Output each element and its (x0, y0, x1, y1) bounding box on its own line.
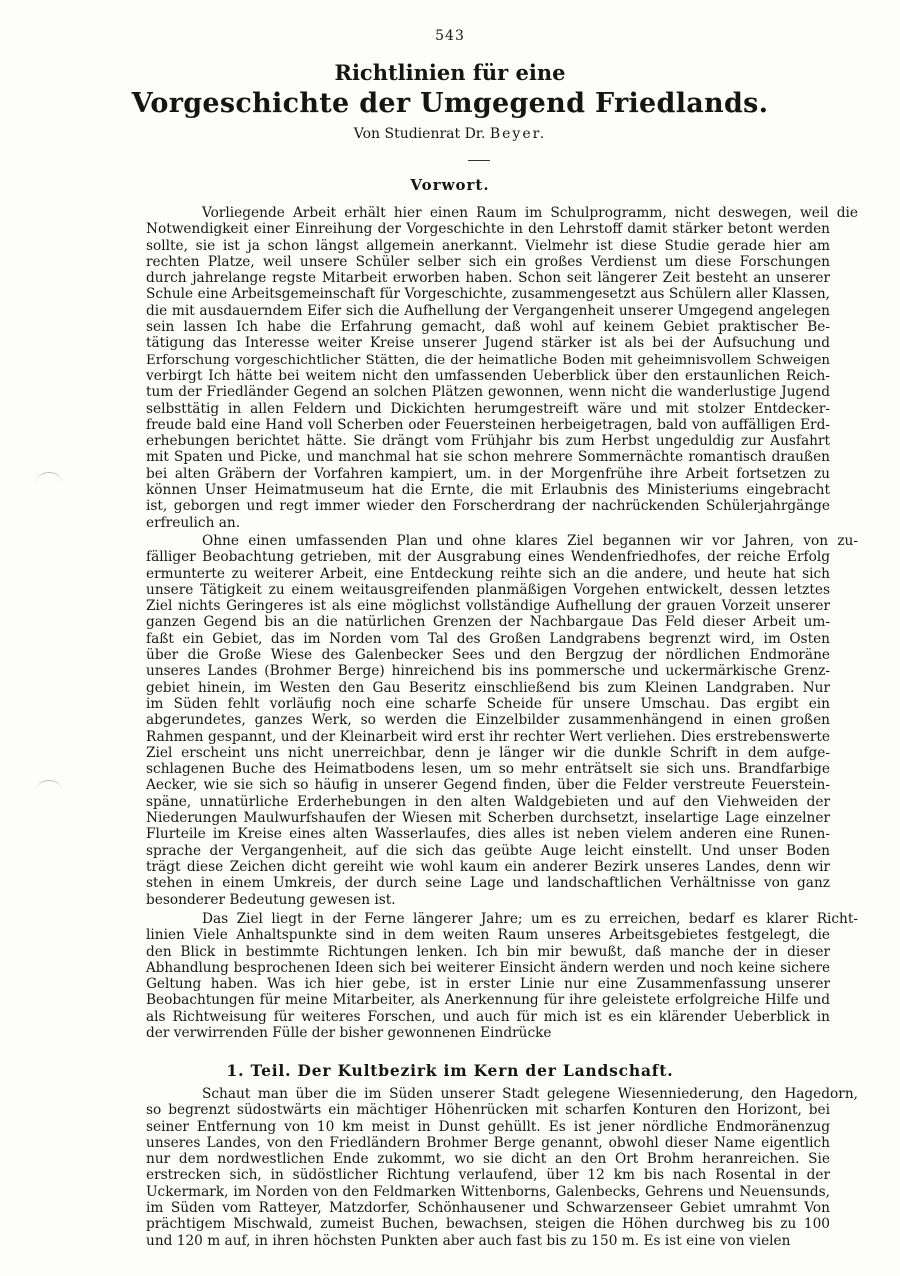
text-line (146, 859, 830, 875)
text-line-content: den Blick in bestimmte Richtungen lenken. Ich bin mir bewußt, daß manche der in dieser (146, 943, 830, 960)
text-line-content: selbsttätig in allen Feldern und Dickichten herumgestreift wäre und mit stolzer Entdecker- (146, 400, 830, 417)
text-line (146, 729, 830, 745)
text-line-content: Niederungen Maulwurfshaufen der Wiesen mit Scherben durchsetzt, inselartige Lage einzelner (146, 810, 830, 827)
text-line-content: erhebungen berichtet hätte. Sie drängt vom Frühjahr bis zum Herbst ungeduldig zur Ausfahrt (146, 433, 830, 450)
text-line-content: Uckermark, im Norden von den Feldmarken Wittenborns, Galenbecks, Gehrens und Neuensunds, (146, 1183, 830, 1200)
title-divider (468, 160, 490, 161)
text-line-content: über die Große Wiese des Galenbecker Sees und den Bergzug der nördlichen Endmoräne (146, 647, 830, 664)
text-line (146, 549, 830, 565)
paragraph-1 (146, 205, 858, 531)
text-line-content: Schule eine Arbeitsgemeinschaft für Vorgeschichte, zusammengesetzt aus Schülern aller Klassen, (146, 286, 830, 303)
text-line (146, 892, 830, 908)
text-line-content: späne, unnatürliche Erderhebungen in den alten Waldgebieten und auf den Viehweiden der (146, 793, 830, 810)
text-line-content: nur dem nordwestlichen Ende zukommt, wo sie dicht an den Ort Brohm heranreichen. Sie (146, 1151, 830, 1168)
text-line (146, 1102, 830, 1118)
text-line (146, 498, 830, 514)
text-line-content: Beobachtungen für meine Mitarbeiter, als Anerkennung für ihre geleistete erfolgreiche Hilfe und (146, 992, 830, 1009)
text-line (146, 286, 830, 302)
text-line (146, 992, 830, 1008)
text-line-content: Geltung haben. Was ich hier gebe, ist in erster Linie nur eine Zusammenfassung unserer (146, 976, 830, 993)
text-line-content: tätigung das Interesse weiter Kreise unserer Jugend stärker ist als bei der Aufsuchung und (146, 335, 830, 352)
text-line-content: der verwirrenden Fülle der bisher gewonnenen Eindrücke (146, 1025, 552, 1042)
text-line (146, 566, 830, 582)
text-line-content: bei alten Gräbern der Vorfahren kampiert, um. in der Morgenfrühe ihre Arbeit fortsetzen zu (146, 465, 830, 482)
text-line (146, 368, 830, 384)
text-line (146, 1086, 858, 1102)
text-line-content: linien Viele Anhaltspunkte sind in dem weiten Raum unseres Arbeitsgebietes festgelegt, die (146, 927, 830, 944)
text-line-content: können Unser Heimatmuseum hat die Ernte, die mit Erlaubnis des Ministeriums eingebracht (146, 482, 830, 499)
text-line-content: sprache der Vergangenheit, auf die sich das geübte Auge leicht einstellt. Und unser Boden (146, 842, 830, 859)
text-line (146, 466, 830, 482)
text-line (146, 1216, 830, 1232)
text-line (146, 401, 830, 417)
text-line-content: rechten Platze, weil unsere Schüler selber sich ein großes Verdienst um diese Forschungen (146, 253, 830, 270)
text-line (146, 712, 830, 728)
text-line (146, 1167, 830, 1183)
byline-prefix: Von Studienrat Dr. (353, 126, 486, 142)
text-line (146, 794, 830, 810)
margin-mark (36, 780, 62, 801)
text-line (146, 270, 830, 286)
text-line-content: Ohne einen umfassenden Plan und ohne klares Ziel begannen wir vor Jahren, von zu- (202, 533, 858, 549)
text-line-content: Aecker, wie sie sich so häufig in unserer Gegend finden, über die Felder verstreute Feuerstein- (146, 777, 830, 794)
text-line-content: ermunterte zu weiterer Arbeit, eine Entdeckung reihte sich an die andere, und heute hat sich (146, 565, 830, 582)
text-line (146, 927, 830, 943)
text-line-content: im Süden vom Ratteyer, Matzdorfer, Schönhausener und Schwarzenseer Gebiet umrahmt Von (146, 1200, 830, 1217)
text-line-content: faßt ein Gebiet, das im Norden vom Tal des Großen Landgrabens begrenzt wird, im Osten (146, 630, 830, 647)
text-line (146, 417, 830, 433)
text-line-content: freude bald eine Hand voll Scherben oder Feuersteinen herbeigetragen, bald von auffälligen Erd- (146, 416, 830, 433)
paragraph-3 (146, 911, 858, 1042)
text-line-content: unseres Landes, von den Friedländern Brohmer Berge genannt, obwohl dieser Name eigentlich (146, 1134, 830, 1151)
text-line-content: stehen in einem Umkreis, der durch seine Lage und landschaftlichen Verhältnisse von ganz (146, 875, 830, 892)
text-line-content: Erforschung vorgeschichtlicher Stätten, die der heimatliche Boden mit geheimnisvollem Schweigen (146, 352, 830, 368)
text-line (146, 614, 830, 630)
text-line-content: ist, geborgen und regt immer wieder den Forscherdrang der nachrückenden Schülerjahrgänge (146, 498, 830, 515)
text-line-content: so begrenzt südostwärts ein mächtiger Höhenrücken mit scharfen Konturen den Horizont, bei (146, 1102, 830, 1119)
text-line-content: fälliger Beobachtung getrieben, mit der Ausgrabung eines Wendenfriedhofes, der reiche Erfolg (146, 549, 830, 566)
text-line-content: prächtigem Mischwald, zumeist Buchen, bewachsen, steigen die Höhen durchweg bis zu 100 (146, 1216, 830, 1233)
text-line-content: sein lassen Ich habe die Erfahrung gemacht, daß wohl auf keinem Gebiet praktischer Be- (146, 319, 830, 336)
text-line (146, 976, 830, 992)
text-line (146, 254, 830, 270)
text-line-content: seiner Entfernung von 10 km meist in Dunst gehüllt. Es ist jener nördliche Endmoränenzug (146, 1118, 830, 1135)
text-line-content: Notwendigkeit einer Einreihung der Vorgeschichte in den Lehrstoff damit stärker betont werden (146, 221, 830, 238)
text-line-content: mit Spaten und Picke, und manchmal hat sie schon mehrere Sommernächte romantisch draußen (146, 449, 830, 466)
text-line (146, 875, 830, 891)
text-line (146, 663, 830, 679)
text-line (146, 777, 830, 793)
text-line (146, 745, 830, 761)
text-line (146, 238, 830, 254)
text-line (146, 205, 858, 221)
text-line (146, 319, 830, 335)
text-line (146, 1025, 830, 1041)
text-line (146, 1009, 830, 1025)
text-line-content: Flurteile im Kreise eines alten Wasserlaufes, dies alles ist neben vielem anderen eine Runen- (146, 826, 830, 843)
text-line (146, 810, 830, 826)
text-line (146, 761, 830, 777)
text-line (146, 826, 830, 842)
text-line-content: im Süden fehlt vorläufig noch eine scharfe Scheide für unsere Umschau. Das ergibt ein (146, 695, 830, 712)
text-line (146, 696, 830, 712)
text-line (146, 944, 830, 960)
text-line (146, 303, 830, 319)
text-line-content: und 120 m auf, in ihren höchsten Punkten aber auch fast bis zu 150 m. Es ist eine von vielen (146, 1232, 791, 1249)
text-line-content: sollte, sie ist ja schon längst allgemein anerkannt. Vielmehr ist diese Studie gerade hier am (146, 237, 830, 254)
margin-mark (36, 472, 62, 493)
text-line (146, 1233, 830, 1249)
text-line-content: erstrecken sich, in südöstlicher Richtung verlaufend, über 12 km bis nach Rosental in der (146, 1167, 830, 1184)
text-line (146, 384, 830, 400)
text-line (146, 680, 830, 696)
text-line-content: Schaut man über die im Süden unserer Stadt gelegene Wiesenniederung, den Hagedorn, (202, 1086, 858, 1102)
text-line (146, 1151, 830, 1167)
text-line-content: Ziel erscheint uns nicht unerreichbar, denn je länger wir die dunkle Schrift in dem aufge- (146, 744, 830, 761)
text-line (146, 911, 858, 927)
text-line-content: Das Ziel liegt in der Ferne längerer Jahre; um es zu erreichen, bedarf es klarer Richt- (202, 911, 858, 927)
text-line (146, 631, 830, 647)
text-line (146, 1119, 830, 1135)
text-line-content: Rahmen gespannt, und der Kleinarbeit wird erst ihr rechter Wert verliehen. Dies erstrebenswerte (146, 728, 830, 745)
text-line (146, 1200, 830, 1216)
text-line (146, 352, 830, 368)
text-line (146, 515, 830, 531)
text-line-content: als Richtweisung für weiteres Forschen, und auch für mich ist es ein klärender Ueberblick in (146, 1008, 830, 1025)
byline (0, 126, 900, 142)
text-line-content: abgerundetes, ganzes Werk, so werden die Einzelbilder zusammenhängend in einen großen (146, 712, 830, 729)
text-line-content: trägt diese Zeichen dicht gereiht wie wohl kaum ein anderer Bezirk unseres Landes, denn wir (146, 858, 830, 875)
text-line-content: gebiet hinein, im Westen den Gau Beseritz einschließend bis zum Kleinen Landgraben. Nur (146, 679, 830, 696)
section-heading-teil-1: 1. Teil. Der Kultbezirk im Kern der Landschaft. (226, 1061, 674, 1080)
text-line-content: die mit ausdauerndem Eifer sich die Aufhellung der Vergangenheit unserer Umgegend angelegen (146, 302, 830, 319)
title-line-2: Vorgeschichte der Umgegend Friedlands. (131, 88, 769, 119)
text-line (146, 449, 830, 465)
text-line-content: tum der Friedländer Gegend an solchen Plätzen gewonnen, wenn nicht die wanderlustige Jugend (146, 384, 830, 401)
byline-author: Beyer. (489, 126, 547, 142)
text-line-content: verbirgt Ich hätte bei weitem nicht den umfassenden Ueberblick über den erstaunlichen Reich- (146, 367, 830, 384)
text-line-content: Ziel nichts Geringeres ist als eine möglichst vollständige Aufhellung der grauen Vorzeit unserer (146, 598, 830, 615)
text-line-content: erfreulich an. (146, 514, 241, 531)
page-number: 543 (435, 28, 465, 44)
text-line (146, 582, 830, 598)
text-line (146, 482, 830, 498)
text-line-content: unseres Landes (Brohmer Berge) hinreichend bis ins pommersche und uckermärkische Grenz- (146, 663, 830, 680)
title-line-1: Richtlinien für eine (334, 60, 566, 85)
text-line (146, 843, 830, 859)
text-line (146, 433, 830, 449)
section-heading-vorwort: Vorwort. (410, 176, 490, 194)
text-line (146, 647, 830, 663)
text-line-content: ganzen Gegend bis an die natürlichen Grenzen der Nachbargaue Das Feld dieser Arbeit um- (146, 614, 830, 631)
text-line (146, 1135, 830, 1151)
paragraph-4 (146, 1086, 858, 1249)
text-line (146, 533, 858, 549)
text-line (146, 960, 830, 976)
text-line-content: durch jahrelange regste Mitarbeit erworben haben. Schon seit längerer Zeit besteht an unserer (146, 270, 830, 287)
text-line-content: unsere Tätigkeit zu einem weitausgreifenden planmäßigen Vorgehen entwickelt, dessen letztes (146, 581, 830, 598)
text-line (146, 221, 830, 237)
text-line (146, 598, 830, 614)
text-line-content: schlagenen Buche des Heimatbodens lesen, um so mehr enträtselt sie sich uns. Brandfarbige (146, 761, 830, 778)
paragraph-2 (146, 533, 858, 908)
text-line-content: Abhandlung besprochenen Ideen sich bei weiterer Einsicht ändern werden und noch keine sichere (146, 959, 830, 976)
text-line (146, 1184, 830, 1200)
text-line-content: Vorliegende Arbeit erhält hier einen Raum im Schulprogramm, nicht deswegen, weil die (202, 205, 858, 221)
text-line-content: besonderer Bedeutung gewesen ist. (146, 891, 396, 908)
text-line (146, 335, 830, 351)
